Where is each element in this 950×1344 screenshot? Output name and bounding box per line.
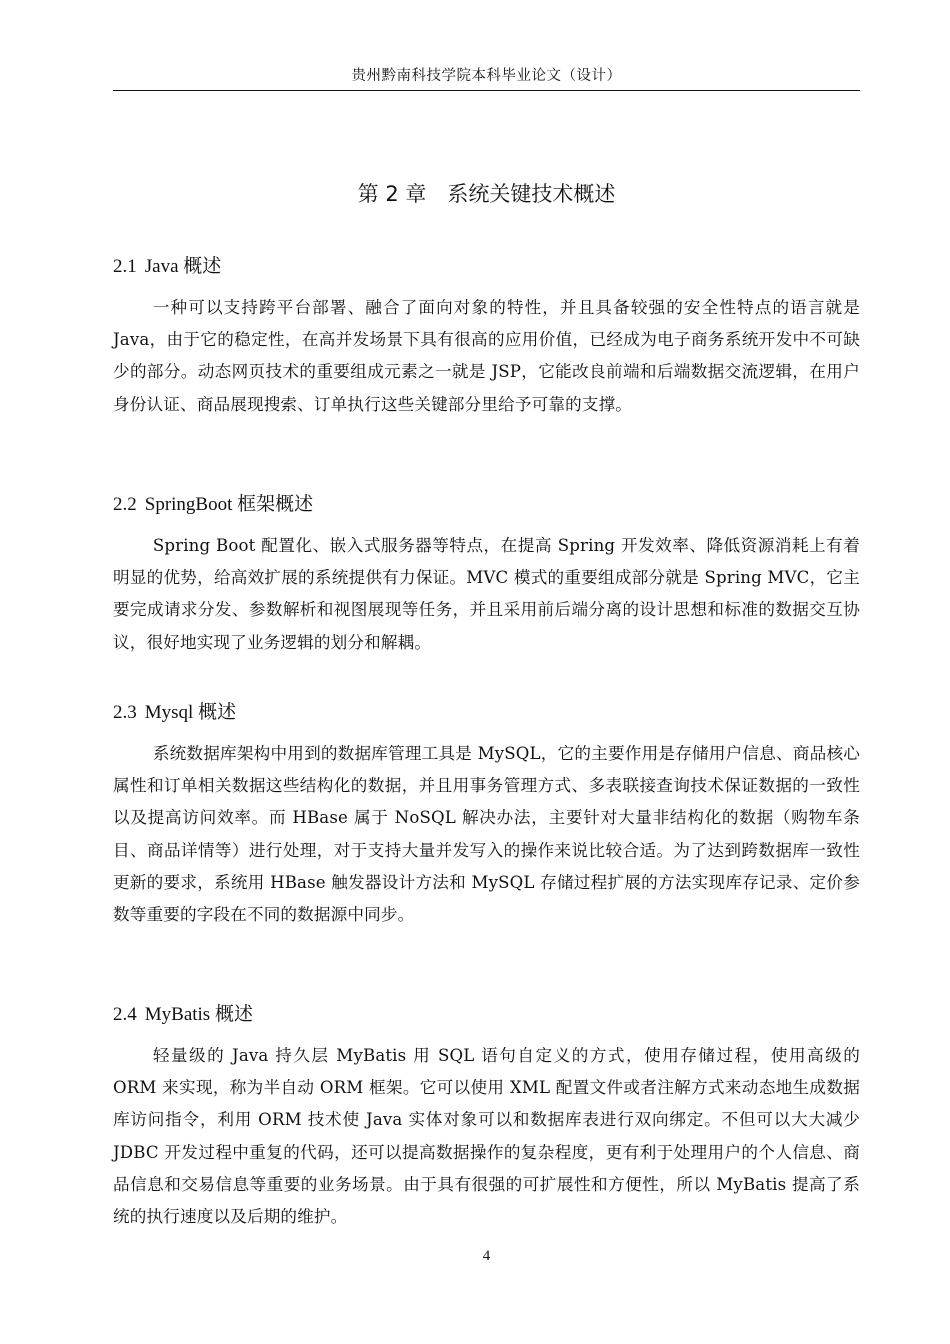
section-title: Mysql 概述 [144,702,237,723]
section-paragraph: 系统数据库架构中用到的数据库管理工具是 MySQL，它的主要作用是存储用户信息、商品核心属性和订单相关数据这些结构化的数据，并且用事务管理方式、多表联接查询技术保证数据的一致性以及提高访问效率。而 HBase 属于 NoSQL 解决办法，主要针对大量非结构化的数据（购物车条目、商品详情等）进行处理，对于支持大量并发写入的操作来说比较合适。为了达到跨数据库一致性更新的要求，系统用 HBase 触发器设计方法和 MySQL 存储过程扩展的方法实现库存记录、定价参数等重要的字段在不同的数据源中同步。 [113,744,860,925]
section-paragraph: Spring Boot 配置化、嵌入式服务器等特点，在提高 Spring 开发效率、降低资源消耗上有着明显的优势，给高效扩展的系统提供有力保证。MVC 模式的重要组成部分就是 Spring MVC，它主要完成请求分发、参数解析和视图展现等任务，并且采用前后端分离的设计思想和标准的数据交互协议，很好地实现了业务逻辑的划分和解耦。 [113,536,860,652]
section-heading [113,252,860,282]
section-heading [113,1000,860,1030]
section-title: SpringBoot 框架概述 [144,494,314,515]
chapter-title: 第 2 章 系统关键技术概述 [357,182,616,206]
section-mybatis [113,1000,860,1233]
section-paragraph: 一种可以支持跨平台部署、融合了面向对象的特性，并且具备较强的安全性特点的语言就是 Java，由于它的稳定性，在高并发场景下具有很高的应用价值，已经成为电子商务系统开发中不可缺少的部分。动态网页技术的重要组成元素之一就是 JSP，它能改良前端和后端数据交流逻辑，在用户身份认证、商品展现搜索、订单执行这些关键部分里给予可靠的支撑。 [113,298,860,414]
section-title: Java 概述 [144,256,222,277]
section-java [113,252,860,421]
section-heading [113,698,860,728]
section-number: 2.1 [113,256,137,277]
section-number: 2.4 [113,1004,137,1025]
page-number: 4 [482,1248,491,1264]
section-number: 2.3 [113,702,137,723]
section-heading [113,490,860,520]
section-mysql [113,698,860,931]
running-header: 贵州黔南科技学院本科毕业论文（设计） [113,66,860,91]
section-title: MyBatis 概述 [144,1004,253,1025]
section-paragraph: 轻量级的 Java 持久层 MyBatis 用 SQL 语句自定义的方式，使用存储过程，使用高级的 ORM 来实现，称为半自动 ORM 框架。它可以使用 XML 配置文件或者注解方式来动态地生成数据库访问指令，利用 ORM 技术使 Java 实体对象可以和数据库表进行双向绑定。不但可以大大减少 JDBC 开发过程中重复的代码，还可以提高数据操作的复杂程度，更有利于处理用户的个人信息、商品信息和交易信息等重要的业务场景。由于具有很强的可扩展性和方便性，所以 MyBatis 提高了系统的执行速度以及后期的维护。 [113,1046,860,1227]
section-number: 2.2 [113,494,137,515]
section-springboot [113,490,860,659]
